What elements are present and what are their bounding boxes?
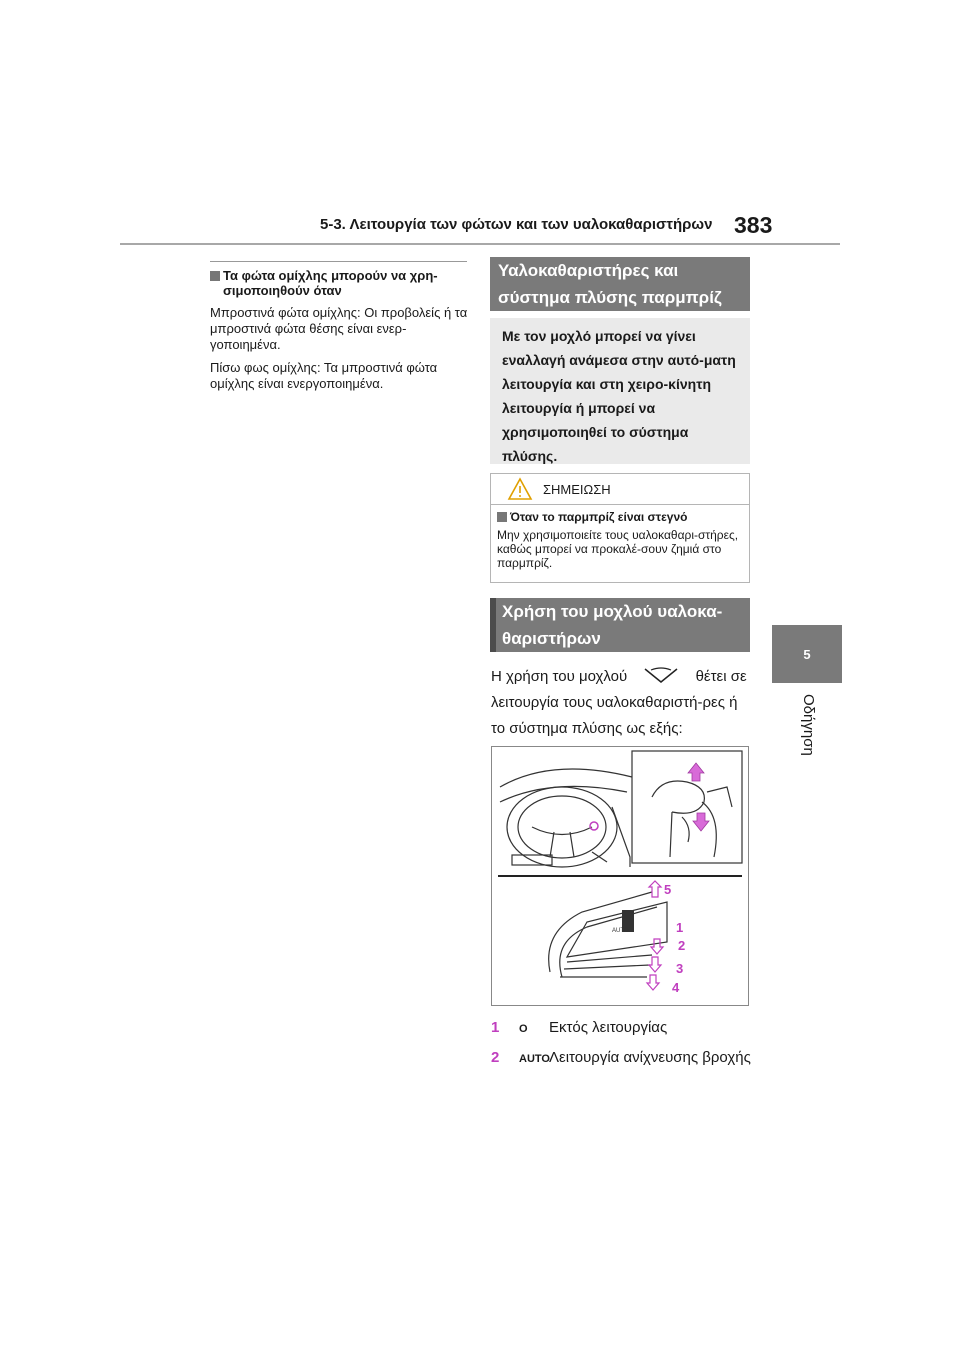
- notice-subheading: Όταν το παρμπρίζ είναι στεγνό: [497, 510, 687, 524]
- warning-triangle-icon: [507, 477, 533, 501]
- chapter-tab: [772, 625, 842, 683]
- list-item: [491, 1016, 751, 1041]
- notice-body: Μην χρησιμοποιείτε τους υαλοκαθαρι-στήρες, καθώς μπορεί να προκαλέ-σουν ζημιά στο παρμπρίζ.: [497, 528, 739, 570]
- bullet-square-icon: [497, 512, 507, 522]
- header-divider: [120, 243, 840, 245]
- figure-label-5: 5: [664, 882, 672, 897]
- section-title-lever-line2: θαριστήρων: [502, 629, 601, 648]
- section-title-wipers-line1: Υαλοκαθαριστήρες και: [498, 261, 679, 280]
- fog-light-heading: [210, 268, 468, 298]
- list-item-number: 1: [491, 1019, 500, 1036]
- off-symbol-icon: O: [519, 1023, 528, 1035]
- fog-heading-line2: σιμοποιηθούν όταν: [223, 283, 342, 298]
- running-header-title: 5-3. Λειτουργία των φώτων και των υαλοκαθαριστήρων: [320, 216, 713, 233]
- lead-summary: Με τον μοχλό μπορεί να γίνει εναλλαγή ανάμεσα στην αυτό-ματη λειτουργία και στη χειρο-κίνητη λειτουργία ή μπορεί να χρησιμοποιηθεί το σύστημα πλύσης.: [490, 318, 750, 464]
- section-title-lever-line1: Χρήση του μοχλού υαλοκα-: [502, 602, 723, 621]
- chapter-number: 5: [803, 646, 811, 662]
- figure-label-3: 3: [676, 961, 684, 976]
- figure-label-2: 2: [678, 938, 686, 953]
- lever-auto-text: AUTO: [612, 928, 629, 934]
- left-column-divider: [210, 261, 467, 262]
- wiper-symbol-icon: [641, 666, 681, 684]
- lever-usage-text-part2: θέτει σε λειτουργία τους υαλοκαθαριστή-ρες ή το σύστημα πλύσης ως εξής:: [491, 668, 747, 737]
- auto-symbol-icon: AUTO: [519, 1053, 550, 1065]
- page-number: 383: [734, 212, 773, 238]
- list-item-text: Εκτός λειτουργίας: [549, 1019, 668, 1036]
- list-item-text: Λειτουργία ανίχνευσης βροχής: [549, 1049, 751, 1066]
- notice-header: [491, 474, 749, 505]
- notice-label: ΣΗΜΕΙΩΣΗ: [543, 482, 611, 497]
- section-title-lever: [490, 598, 750, 652]
- lever-usage-text-part1: Η χρήση του μοχλού: [491, 668, 628, 685]
- wiper-lever-illustration: [492, 747, 748, 1005]
- lever-usage-text: [491, 664, 751, 742]
- fog-heading-line1: Τα φώτα ομίχλης μπορούν να χρη-: [223, 268, 438, 283]
- figure-label-1: 1: [676, 920, 684, 935]
- section-title-wipers: [490, 257, 750, 311]
- front-fog-paragraph: Μπροστινά φώτα ομίχλης: Οι προβολείς ή τα μπροστινά φώτα θέσης είναι ενερ-γοποιημένα.: [210, 305, 468, 352]
- notice-box: [490, 473, 750, 583]
- rear-fog-paragraph: Πίσω φως ομίχλης: Τα μπροστινά φώτα ομίχλης είναι ενεργοποιημένα.: [210, 360, 438, 391]
- section-title-wipers-line2: σύστημα πλύσης παρμπρίζ: [498, 288, 722, 307]
- list-item: [491, 1046, 751, 1071]
- bullet-square-icon: [210, 271, 220, 281]
- list-item-number: 2: [491, 1049, 500, 1066]
- wiper-lever-figure: [491, 746, 749, 1006]
- chapter-label: Οδήγηση: [800, 694, 817, 756]
- figure-label-4: 4: [672, 980, 680, 995]
